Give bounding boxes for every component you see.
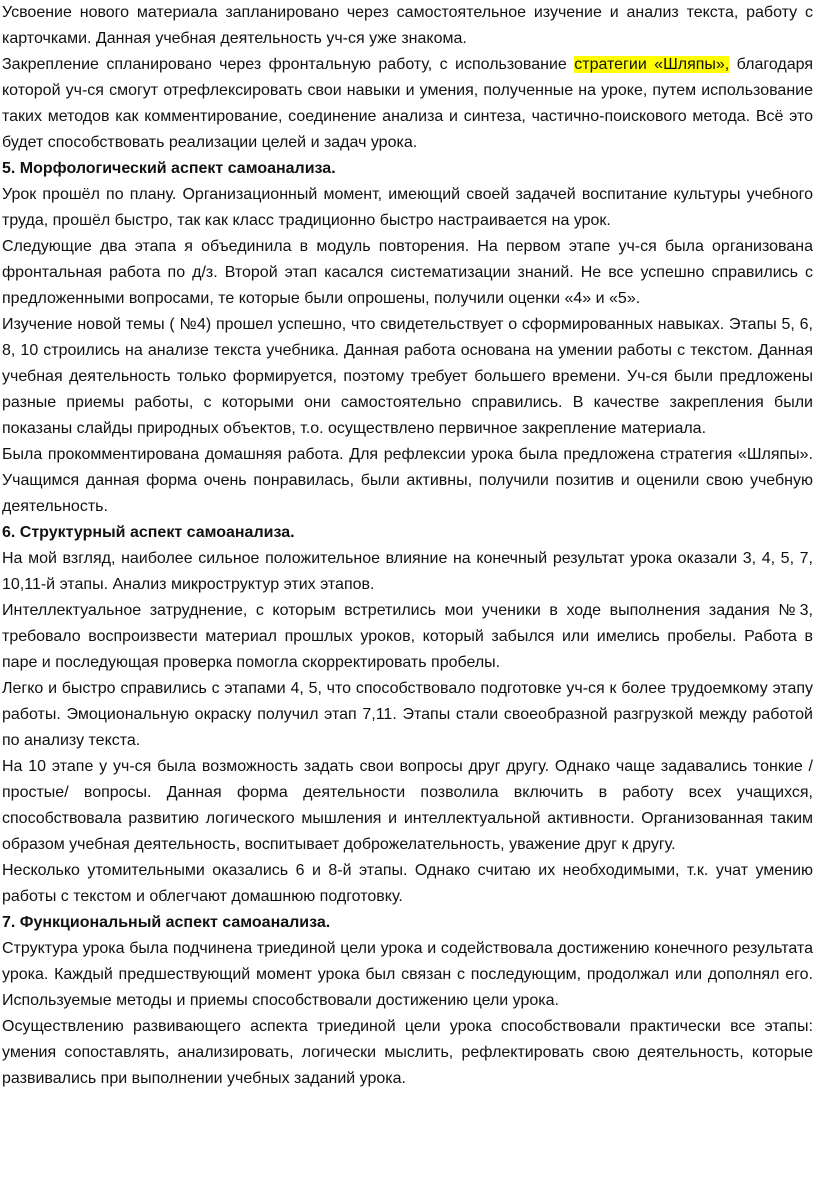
highlighted-strategy-text: стратегии «Шляпы»,	[574, 56, 730, 73]
paragraph-new-topic: Изучение новой темы ( №4) прошел успешно, что свидетельствует о сформированных навыках. Этапы 5, 6, 8, 10 строились на анализе текста учебника. Данная работа основана на умении работы с текстом. Данная учебная деятельность только формируется, поэтому требует большего времени. Уч-ся были предложены разные приемы работы, с которыми они самостоятельно справились. В качестве закрепления были показаны слайды природных объектов, т.о. осуществлено первичное закрепление материала.	[2, 316, 813, 437]
paragraph-consolidation-end: благодаря которой уч-ся смогут отрефлексировать свои навыки и умения, полученные на уроке, путем использование таких методов как комментирование, соединение анализа и синтеза, частично-поискового метода. Всё это будет способствовать реализации целей и задач урока.	[2, 56, 813, 151]
paragraph-homework-reflection: Была прокомментирована домашняя работа. Для рефлексии урока была предложена стратегия «Шляпы». Учащимся данная форма очень понравилась, были активны, получили позитив и оценили свою учебную деятельность.	[2, 446, 813, 515]
heading-functional-aspect: 7. Функциональный аспект самоанализа.	[2, 914, 331, 931]
paragraph-stage-ten: На 10 этапе у уч-ся была возможность задать свои вопросы друг другу. Однако чаще задавались тонкие /простые/ вопросы. Данная форма деятельности позволила включить в работу всех учащихся, способствовала развитию логического мышления и интеллектуальной активности. Организованная таким образом учебная деятельность, воспитывает доброжелательность, уважение друг к другу.	[2, 758, 813, 853]
heading-morphological-aspect: 5. Морфологический аспект самоанализа.	[2, 160, 336, 177]
paragraph-lesson-course: Урок прошёл по плану. Организационный момент, имеющий своей задачей воспитание культуры учебного труда, прошёл быстро, так как класс традиционно быстро настраивается на урок.	[2, 186, 813, 229]
paragraph-consolidation-start: Закрепление спланировано через фронтальную работу, с использование	[2, 56, 575, 73]
heading-structural-aspect: 6. Структурный аспект самоанализа.	[2, 524, 295, 541]
paragraph-review-module: Следующие два этапа я объединила в модуль повторения. На первом этапе уч-ся была организована фронтальная работа по д/з. Второй этап касался систематизации знаний. Не все успешно справились с предложенными вопросами, те которые были опрошены, получили оценки «4» и «5».	[2, 238, 813, 307]
paragraph-intellectual-difficulty: Интеллектуальное затруднение, с которым встретились мои ученики в ходе выполнения задания №3, требовало воспроизвести материал прошлых уроков, который забылся или имелись пробелы. Работа в паре и последующая проверка помогла скорректировать пробелы.	[2, 602, 813, 671]
paragraph-learning-plan: Усвоение нового материала запланировано через самостоятельное изучение и анализ текста, работу с карточками. Данная учебная деятельность уч-ся уже знакома.	[2, 4, 813, 47]
paragraph-lesson-structure: Структура урока была подчинена триединой цели урока и содействовала достижению конечного результата урока. Каждый предшествующий момент урока был связан с последующим, продолжал или дополнял его. Используемые методы и приемы способствовали достижению цели урока.	[2, 940, 813, 1009]
paragraph-consolidation	[2, 52, 813, 156]
paragraph-developing-aspect: Осуществлению развивающего аспекта триединой цели урока способствовали практически все этапы: умения сопоставлять, анализировать, логически мыслить, рефлектировать свою деятельность, которые развивались при выполнении учебных заданий урока.	[2, 1018, 813, 1087]
paragraph-key-stages: На мой взгляд, наиболее сильное положительное влияние на конечный результат урока оказали 3, 4, 5, 7, 10,11-й этапы. Анализ микроструктур этих этапов.	[2, 550, 813, 593]
paragraph-easy-stages: Легко и быстро справились с этапами 4, 5, что способствовало подготовке уч-ся к более трудоемкому этапу работы. Эмоциональную окраску получил этап 7,11. Этапы стали своеобразной разгрузкой между работой по анализу текста.	[2, 680, 813, 749]
paragraph-tiring-stages: Несколько утомительными оказались 6 и 8-й этапы. Однако считаю их необходимыми, т.к. учат умению работы с текстом и облегчают домашнюю подготовку.	[2, 862, 813, 905]
